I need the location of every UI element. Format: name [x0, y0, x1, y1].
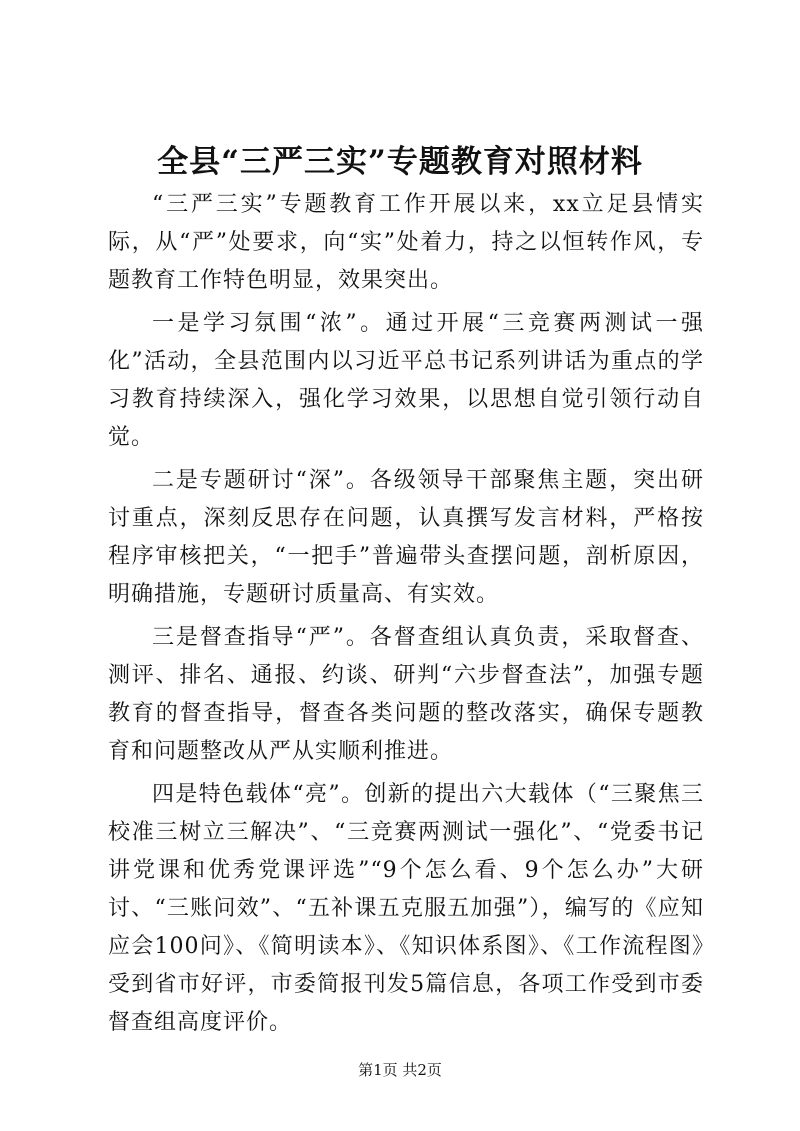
- paragraph-topic-discussion: 二是专题研讨“深”。各级领导干部聚焦主题，突出研讨重点，深刻反思存在问题，认真撰写发言材料，严格按程序审核把关，“一把手”普遍带头查摆问题，剖析原因，明确措施，专题研讨质量高、有实效。: [108, 468, 704, 607]
- paragraph-supervision: 三是督查指导“严”。各督查组认真负责，采取督查、测评、排名、通报、约谈、研判“六步督查法”，加强专题教育的督查指导，督查各类问题的整改落实，确保专题教育和问题整改从严从实顺利推进。: [108, 625, 704, 764]
- document-title: 全县“三严三实”专题教育对照材料: [157, 144, 643, 180]
- paragraph-study-atmosphere: 一是学习氛围“浓”。通过开展“三竞赛两测试一强化”活动，全县范围内以习近平总书记系列讲话为重点的学习教育持续深入，强化学习效果，以思想自觉引领行动自觉。: [108, 311, 704, 450]
- paragraph-featured-carriers: 四是特色载体“亮”。创新的提出六大载体（“三聚焦三校准三树立三解决”、“三竞赛两测试一强化”、“党委书记讲党课和优秀党课评选”“9个怎么看、9个怎么办”大研讨、“三账问效”、“五补课五克服五加强”），编写的《应知应会100问》、《简明读本》、《知识体系图》、《工作流程图》受到省市好评，市委简报刊发5篇信息，各项工作受到市委督查组高度评价。: [108, 782, 704, 1035]
- document-body: [108, 186, 704, 1047]
- paragraph-intro: “三严三实”专题教育工作开展以来，xx立足县情实际，从“严”处要求，向“实”处着力，持之以恒转作风，专题教育工作特色明显，效果突出。: [108, 192, 704, 293]
- page-number-footer: 第1页 共2页: [358, 1061, 442, 1079]
